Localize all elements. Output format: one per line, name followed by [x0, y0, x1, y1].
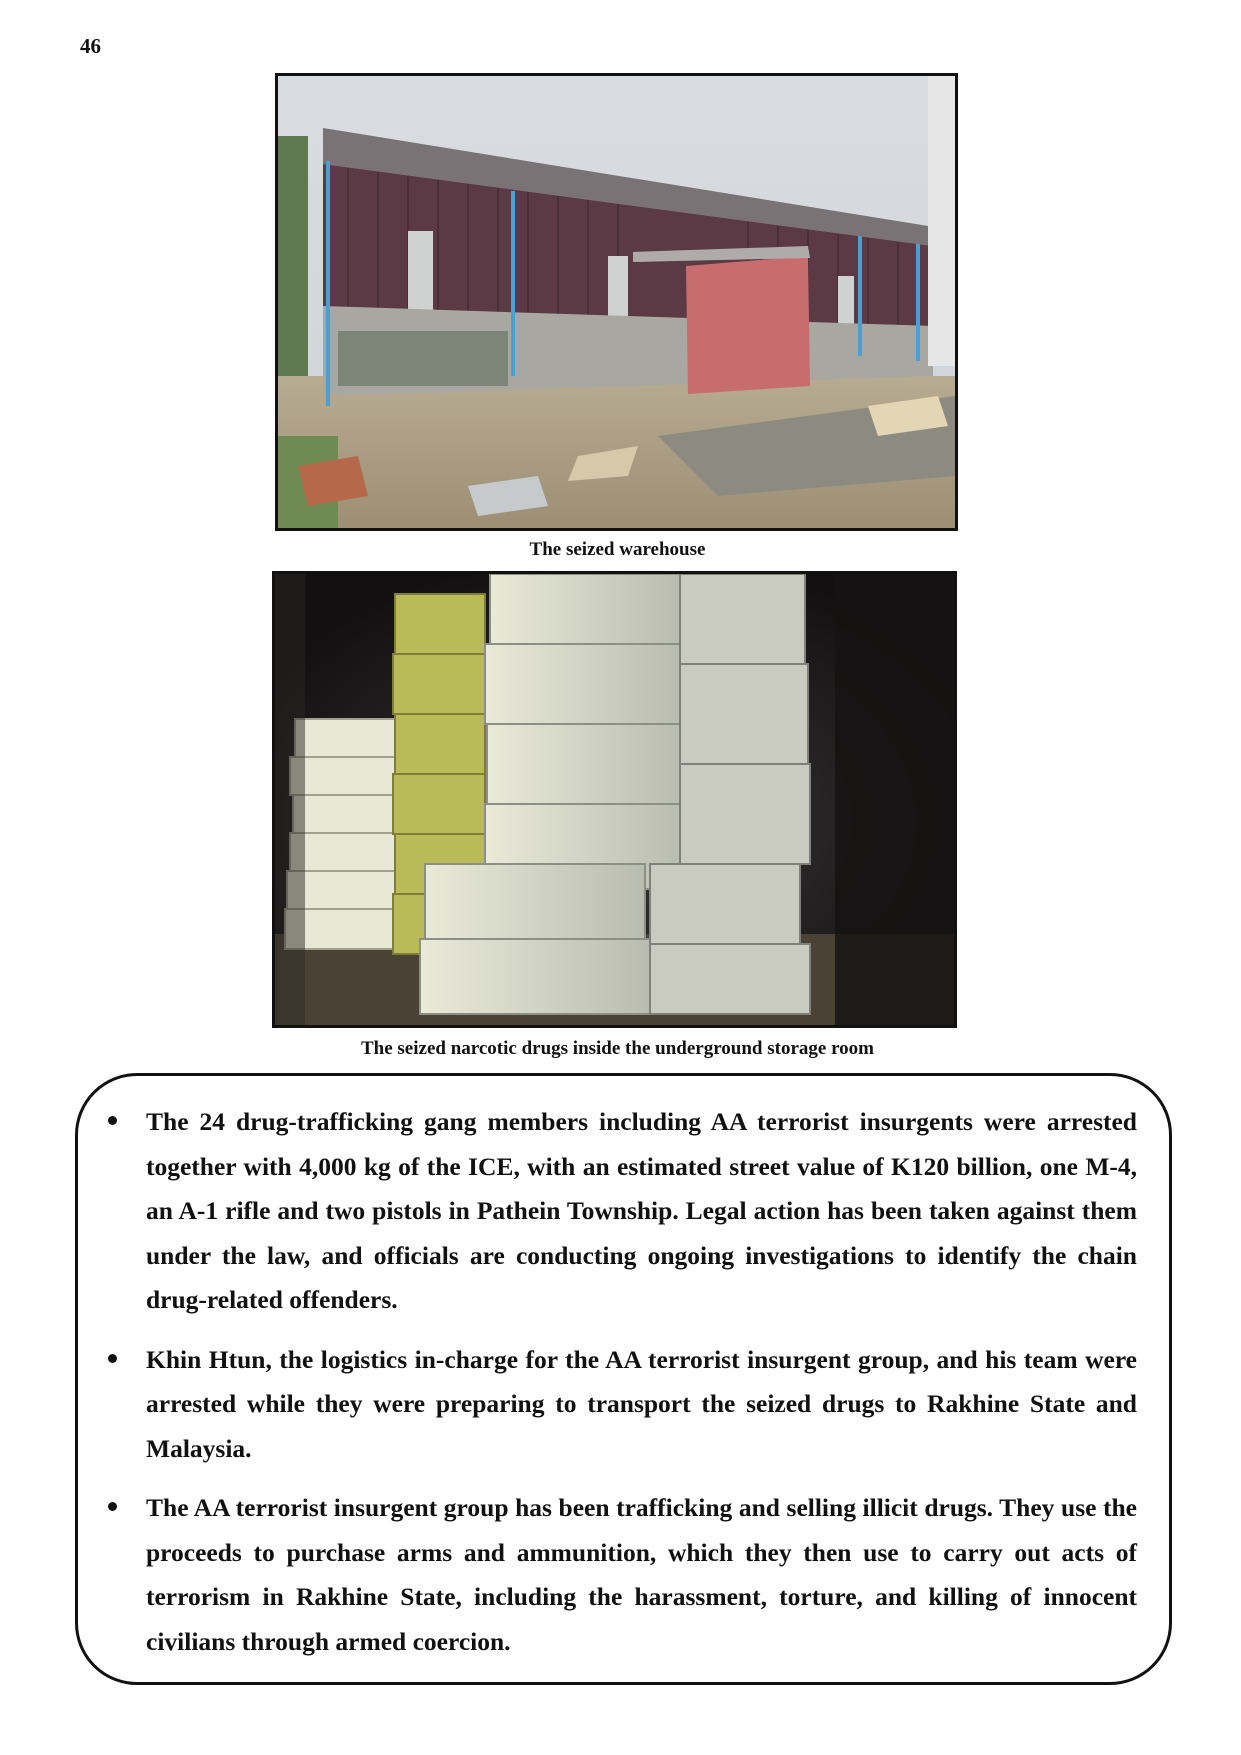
summary-bullet-text: The AA terrorist insurgent group has been trafficking and selling illicit drugs. They use the proceeds to purchase arms and ammunition, which they then use to carry out acts of terrorism in Rakhine State, including the harassment, torture, and killing of innocent civilians through armed coercion.	[146, 1493, 1137, 1656]
figure-caption: The seized warehouse	[529, 539, 706, 560]
summary-bullet	[108, 1100, 1137, 1323]
summary-bullet-text: Khin Htun, the logistics in-charge for the AA terrorist insurgent group, and his team were arrested while they were preparing to transport the seized drugs to Rakhine State and Malaysia.	[146, 1344, 1137, 1463]
summary-bullet	[108, 1486, 1137, 1664]
bullet-icon	[108, 1116, 117, 1125]
warehouse-photo	[275, 73, 958, 531]
summary-box	[75, 1073, 1172, 1685]
summary-list	[108, 1100, 1137, 1679]
bullet-icon	[108, 1502, 117, 1511]
page-number: 46	[80, 34, 101, 58]
summary-bullet-text: The 24 drug-trafficking gang members including AA terrorist insurgents were arrested together with 4,000 kg of the ICE, with an estimated street value of K120 billion, one M-4, an A-1 rifle and two pistols in Pathein Township. Legal action has been taken against them under the law, and officials are conducting ongoing investigations to identify the chain drug-related offenders.	[146, 1107, 1137, 1314]
summary-bullet	[108, 1338, 1137, 1472]
figure-caption: The seized narcotic drugs inside the underground storage room	[360, 1038, 874, 1059]
drug-packages-photo	[272, 571, 957, 1028]
bullet-icon	[108, 1354, 117, 1363]
